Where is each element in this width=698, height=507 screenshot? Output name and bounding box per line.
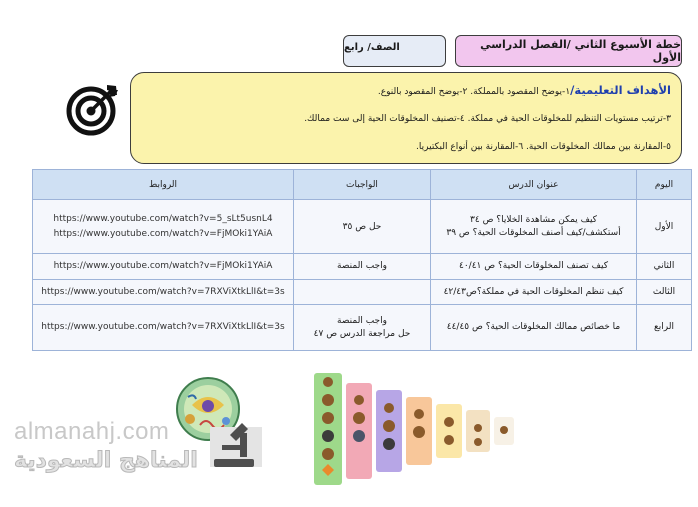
classification-levels-illustration xyxy=(310,370,520,496)
day-cell: الثاني xyxy=(637,254,692,279)
lesson-title: كيف تصنف المخلوقات الحية؟ ص ٤٠/٤١ xyxy=(459,261,608,272)
homework-cell xyxy=(294,304,431,350)
homework-cell xyxy=(294,279,431,304)
lesson-title: كيف تنظم المخلوقات الحية في مملكة؟ص٤٢/٤٣ xyxy=(443,286,624,297)
objectives-panel xyxy=(130,72,682,164)
objectives-text-1: ١-يوضح المقصود بالمملكة. ٢-يوضح المقصود بالنوع. xyxy=(377,87,571,97)
homework-cell xyxy=(294,200,431,254)
watermark-arabic: المناهج السعودية xyxy=(14,448,198,473)
lesson-title-cell xyxy=(431,304,637,350)
links-cell xyxy=(33,254,294,279)
header-lesson: عنوان الدرس xyxy=(431,170,637,200)
lesson-title-cell xyxy=(431,254,637,279)
table-row xyxy=(33,279,692,304)
grade-label: الصف/ رابع xyxy=(343,35,446,67)
header-links: الروابط xyxy=(33,170,294,200)
table-row xyxy=(33,254,692,279)
homework-cell xyxy=(294,254,431,279)
lesson-title: ما خصائص ممالك المخلوقات الحية؟ ص ٤٤/٤٥ xyxy=(446,322,621,333)
table-row xyxy=(33,200,692,254)
video-link[interactable]: https://www.youtube.com/watch?v=FjMOki1YAiA xyxy=(53,229,273,240)
homework-item: واجب المنصة xyxy=(337,261,387,272)
weekly-plan-table xyxy=(32,169,692,351)
homework-item: واجب المنصة xyxy=(337,315,387,326)
video-link[interactable]: https://www.youtube.com/watch?v=5_sLt5usnL4 xyxy=(53,214,273,225)
day-cell: الثالث xyxy=(637,279,692,304)
lesson-title-cell xyxy=(431,200,637,254)
links-cell xyxy=(33,279,294,304)
watermark xyxy=(14,418,198,473)
links-cell xyxy=(33,304,294,350)
day-cell: الرابع xyxy=(637,304,692,350)
video-link[interactable]: https://www.youtube.com/watch?v=7RXViXtkLlI&t=3s xyxy=(41,286,285,297)
header-day: اليوم xyxy=(637,170,692,200)
target-arrow-icon xyxy=(66,82,120,136)
objectives-line-1 xyxy=(378,85,671,97)
table-row xyxy=(33,304,692,350)
watermark-latin: almanahj.com xyxy=(14,418,170,445)
lesson-title: أستكشف/كيف أصنف المخلوقات الحية؟ ص ٣٩ xyxy=(446,228,621,239)
lesson-title-cell xyxy=(431,279,637,304)
links-cell xyxy=(33,200,294,254)
header-homework: الواجبات xyxy=(294,170,431,200)
objectives-line-3: ٥-المقارنة بين ممالك المخلوقات الحية. ٦-المقارنة بين أنواع البكتيريا. xyxy=(416,142,671,152)
video-link[interactable]: https://www.youtube.com/watch?v=7RXViXtkLlI&t=3s xyxy=(41,322,285,333)
table-header-row xyxy=(33,170,692,200)
homework-item: حل مراجعة الدرس ص ٤٧ xyxy=(313,328,411,339)
objectives-label: الأهداف التعليمية/ xyxy=(570,83,671,97)
plan-title: خطة الأسبوع الثاني /الفصل الدراسي الأول xyxy=(455,35,682,67)
lesson-title: كيف يمكن مشاهدة الخلايا؟ ص ٣٤ xyxy=(470,215,597,226)
homework-item: حل ص ٣٥ xyxy=(342,221,382,232)
objectives-line-2: ٣-ترتيب مستويات التنظيم للمخلوقات الحية في مملكة. ٤-تصنيف المخلوقات الحية إلى ست ممالك. xyxy=(304,114,671,124)
day-cell: الأول xyxy=(637,200,692,254)
video-link[interactable]: https://www.youtube.com/watch?v=FjMOki1YAiA xyxy=(53,261,273,272)
